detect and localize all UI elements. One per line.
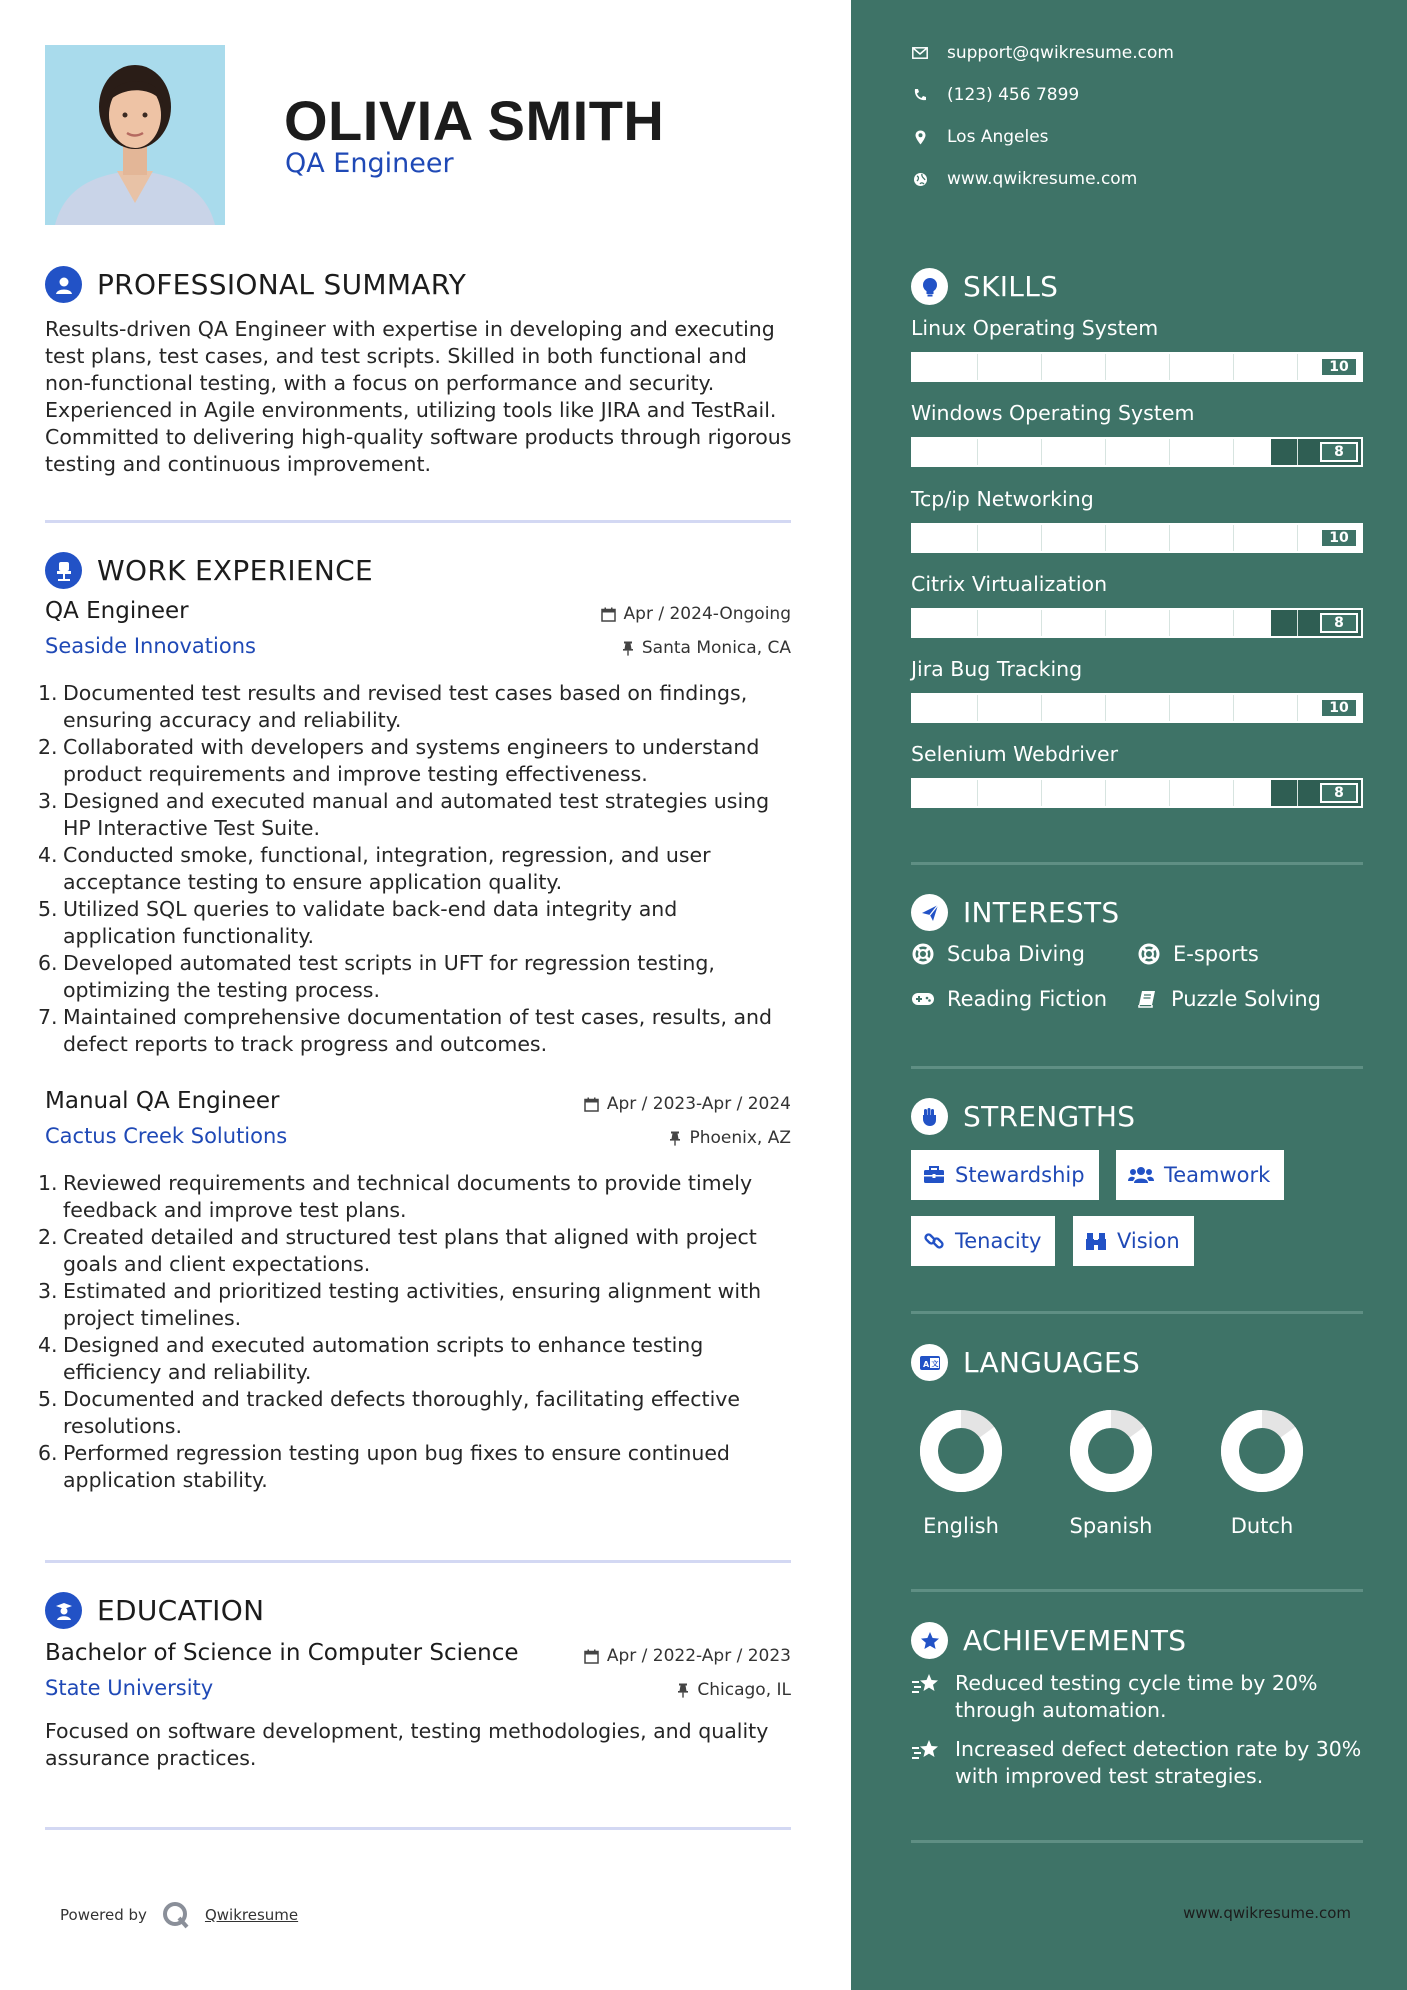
strength-tag: [911, 1150, 1099, 1200]
interests-title: INTERESTS: [963, 896, 1120, 929]
skill-bar-segment: [1041, 525, 1042, 551]
job-date-text: Apr / 2023-Apr / 2024: [606, 1094, 791, 1114]
interest-label: E-sports: [1173, 942, 1259, 966]
divider: [911, 1066, 1363, 1069]
qwikresume-logo-icon: [161, 1900, 191, 1930]
calendar-icon: [601, 607, 616, 622]
skill-name: Selenium Webdriver: [911, 742, 1119, 766]
powered-by-label: Powered by: [60, 1906, 147, 1924]
education-location: [677, 1680, 791, 1700]
education-description: Focused on software development, testing methodologies, and quality assurance practices.: [45, 1719, 769, 1770]
interest-item: [911, 942, 1085, 966]
education-heading: [45, 1592, 264, 1629]
skill-bar-segment: [1041, 780, 1042, 806]
list-item: 6. Developed automated test scripts in UFT for regression testing, optimizing the testing process.: [38, 951, 715, 1002]
gamepad-icon: [911, 991, 935, 1007]
achievements-heading: [911, 1622, 1186, 1659]
skill-bar-segment: [1169, 780, 1170, 806]
skill-bar-segment: [1169, 610, 1170, 636]
job-entry: [38, 598, 791, 1058]
achievement-item: [911, 1736, 1363, 1790]
skill-bar-segment: [1105, 610, 1106, 636]
skill-bar-segment: [1297, 439, 1298, 465]
paper-plane-icon: [911, 894, 948, 931]
skill-bar-segment: [1297, 695, 1298, 721]
skill-bar-segment: [1105, 525, 1106, 551]
education-location-text: Chicago, IL: [697, 1680, 791, 1700]
contact-phone[interactable]: [911, 85, 1079, 105]
education-title: EDUCATION: [97, 1594, 265, 1627]
languages-title: LANGUAGES: [963, 1346, 1141, 1379]
interest-label: Reading Fiction: [947, 987, 1108, 1011]
strengths-heading: [911, 1098, 1135, 1135]
phone-text: (123) 456 7899: [947, 85, 1080, 105]
skill-bar-segment: [977, 695, 978, 721]
calendar-icon: [584, 1649, 599, 1664]
divider: [45, 520, 791, 523]
svg-text:A: A: [922, 1359, 929, 1369]
skill-bar-segment: [977, 525, 978, 551]
skill-bar-segment: [1297, 525, 1298, 551]
list-item: 5. Utilized SQL queries to validate back-end data integrity and application functionality.: [38, 897, 678, 948]
powered-by: [60, 1900, 298, 1930]
list-item: 1. Reviewed requirements and technical documents to provide timely feedback and improve test plans.: [38, 1171, 753, 1222]
skill-level: 8: [1320, 783, 1358, 803]
skill-bar-fill: [913, 439, 1271, 465]
skill-name: Jira Bug Tracking: [911, 657, 1083, 681]
skill-bar-segment: [1041, 610, 1042, 636]
sidebar: [851, 0, 1407, 1990]
list-item: 6. Performed regression testing upon bug fixes to ensure continued application stability.: [38, 1441, 730, 1492]
translate-icon: [911, 1344, 948, 1381]
list-item: 4. Designed and executed automation scripts to enhance testing efficiency and reliability.: [38, 1333, 704, 1384]
job-location-text: Phoenix, AZ: [689, 1128, 791, 1148]
skills-title: SKILLS: [963, 270, 1059, 303]
user-icon: [45, 266, 82, 303]
skill-level: 8: [1320, 442, 1358, 462]
list-item: 7. Maintained comprehensive documentation of test cases, results, and defect reports to track progress and outcomes.: [38, 1005, 773, 1056]
skill-name: Citrix Virtualization: [911, 572, 1108, 596]
svg-text:文: 文: [931, 1359, 938, 1368]
language-ring: [1217, 1406, 1307, 1496]
skill-bar-segment: [1233, 354, 1234, 380]
skill-bar: [911, 437, 1363, 467]
shooting-star-icon: [911, 1672, 941, 1705]
interest-label: Puzzle Solving: [1171, 987, 1321, 1011]
skill-bar: [911, 778, 1363, 808]
job-bullets: [38, 680, 791, 1058]
language-ring: [916, 1406, 1006, 1496]
qwikresume-link[interactable]: Qwikresume: [204, 1906, 299, 1924]
strength-tag: [1116, 1150, 1284, 1200]
divider: [911, 862, 1363, 865]
shooting-star-icon: [911, 1738, 941, 1771]
skill-name: Linux Operating System: [911, 316, 1159, 340]
email-text: support@qwikresume.com: [947, 43, 1174, 63]
skill-name: Tcp/ip Networking: [911, 487, 1094, 511]
skills-heading: [911, 268, 1058, 305]
skill-bar-segment: [1105, 780, 1106, 806]
strengths-title: STRENGTHS: [963, 1100, 1136, 1133]
contact-location: [911, 127, 1049, 147]
skill-bar-segment: [1105, 439, 1106, 465]
binoculars-icon: [1085, 1231, 1107, 1251]
skill-bar-fill: [913, 780, 1271, 806]
pin-icon: [622, 641, 634, 656]
job-location: [622, 638, 791, 658]
list-item: 2. Collaborated with developers and systems engineers to understand product requirements and improve testing effectiveness.: [38, 735, 760, 786]
chair-icon: [45, 552, 82, 589]
skill-bar-segment: [1233, 525, 1234, 551]
envelope-icon: [911, 47, 929, 59]
skill-bar-fill: [913, 354, 1361, 380]
list-item: 1. Documented test results and revised test cases based on findings, ensuring accuracy and reliability.: [38, 681, 748, 732]
profile-photo: [45, 45, 225, 225]
job-location-text: Santa Monica, CA: [641, 638, 791, 658]
strength-tag: [1073, 1216, 1194, 1266]
list-item: 3. Estimated and prioritized testing activities, ensuring alignment with project timelines.: [38, 1279, 762, 1330]
interest-item: [1137, 942, 1259, 966]
languages-heading: [911, 1344, 1140, 1381]
strength-label: Stewardship: [955, 1163, 1085, 1187]
skill-bar-segment: [1297, 354, 1298, 380]
summary-heading: [45, 266, 466, 303]
skill-bar-fill: [913, 525, 1361, 551]
interests-heading: [911, 894, 1120, 931]
skill-bar-segment: [1169, 695, 1170, 721]
list-item: 4. Conducted smoke, functional, integration, regression, and user acceptance testing to ensure application quality.: [38, 843, 711, 894]
job-location: [669, 1128, 791, 1148]
skill-bar-segment: [977, 439, 978, 465]
achievement-text: Reduced testing cycle time by 20% through automation.: [955, 1671, 1318, 1722]
skill-bar-segment: [1297, 780, 1298, 806]
link-icon: [923, 1230, 945, 1252]
star-badge-icon: [911, 1622, 948, 1659]
job-company: Cactus Creek Solutions: [45, 1124, 288, 1148]
skill-name: Windows Operating System: [911, 401, 1195, 425]
skill-bar-segment: [1105, 354, 1106, 380]
skill-bar: [911, 523, 1363, 553]
school-name: State University: [45, 1676, 214, 1700]
website-text: www.qwikresume.com: [947, 169, 1138, 189]
language-ring: [1066, 1406, 1156, 1496]
skill-bar-segment: [1041, 695, 1042, 721]
language-item: [1202, 1406, 1322, 1538]
language-label: Spanish: [1069, 1514, 1153, 1538]
graduate-icon: [45, 1592, 82, 1629]
list-item: 5. Documented and tracked defects thoroughly, facilitating effective resolutions.: [38, 1387, 741, 1438]
skill-bar-segment: [1233, 610, 1234, 636]
job-entry: [38, 1088, 791, 1494]
interest-item: [911, 987, 1107, 1011]
achievement-text: Increased defect detection rate by 30% with improved test strategies.: [955, 1737, 1362, 1788]
job-title: QA Engineer: [45, 598, 189, 624]
candidate-name: OLIVIA SMITH: [284, 89, 665, 152]
skill-level: 10: [1320, 357, 1358, 377]
job-bullets: [38, 1170, 791, 1494]
language-label: Dutch: [1230, 1514, 1294, 1538]
location-text: Los Angeles: [947, 127, 1049, 147]
calendar-icon: [584, 1097, 599, 1112]
summary-title: PROFESSIONAL SUMMARY: [97, 268, 467, 301]
job-company: Seaside Innovations: [45, 634, 256, 658]
book-icon: [1135, 989, 1159, 1009]
skill-bar-segment: [1041, 439, 1042, 465]
degree-title: Bachelor of Science in Computer Science: [45, 1640, 519, 1666]
job-title: Manual QA Engineer: [45, 1088, 280, 1114]
experience-heading: [45, 552, 373, 589]
map-marker-icon: [911, 130, 929, 145]
skill-level: 10: [1320, 528, 1358, 548]
briefcase-icon: [923, 1166, 945, 1184]
skill-bar: [911, 693, 1363, 723]
skill-bar-segment: [1169, 439, 1170, 465]
strength-tag: [911, 1216, 1055, 1266]
skill-bar-segment: [1169, 525, 1170, 551]
interest-item: [1135, 987, 1321, 1011]
footer-website-link[interactable]: www.qwikresume.com: [1183, 1904, 1351, 1922]
skill-bar: [911, 608, 1363, 638]
divider: [911, 1840, 1363, 1843]
contact-website[interactable]: [911, 169, 1137, 189]
divider: [45, 1827, 791, 1830]
skill-bar-segment: [1233, 780, 1234, 806]
job-date: [584, 1094, 791, 1114]
strength-label: Tenacity: [955, 1229, 1042, 1253]
interest-label: Scuba Diving: [947, 942, 1085, 966]
divider: [911, 1589, 1363, 1592]
list-item: 2. Created detailed and structured test plans that aligned with project goals and client expectations.: [38, 1225, 757, 1276]
education-entry: [45, 1640, 791, 1772]
list-item: 3. Designed and executed manual and automated test strategies using HP Interactive Test Suite.: [38, 789, 770, 840]
summary-text: Results-driven QA Engineer with expertise in developing and executing test plans, test cases, and test scripts. Skilled in both functional and non-functional testing, with a focus on performance and security. Experienced in Agile environments, utilizing tools like JIRA and TestRail. Committed to delivering high-quality software products through rigorous testing and continuous improvement.: [45, 317, 792, 476]
job-date: [601, 604, 791, 624]
skill-bar-segment: [977, 610, 978, 636]
divider: [911, 1311, 1363, 1314]
language-label: English: [923, 1514, 999, 1538]
candidate-role: QA Engineer: [285, 148, 454, 179]
lifebuoy-icon: [1137, 943, 1161, 965]
language-item: [1051, 1406, 1171, 1538]
skill-bar: [911, 352, 1363, 382]
skill-bar-segment: [977, 354, 978, 380]
pin-icon: [669, 1131, 681, 1146]
globe-icon: [911, 172, 929, 187]
contact-email[interactable]: [911, 43, 1174, 63]
skill-bar-segment: [1169, 354, 1170, 380]
avatar: [45, 45, 225, 225]
skill-bar-segment: [1233, 695, 1234, 721]
users-icon: [1128, 1166, 1154, 1184]
strength-label: Teamwork: [1164, 1163, 1271, 1187]
skill-level: 10: [1320, 698, 1358, 718]
phone-icon: [911, 88, 929, 102]
lifebuoy-icon: [911, 943, 935, 965]
strength-label: Vision: [1117, 1229, 1180, 1253]
education-date: [584, 1646, 791, 1666]
experience-title: WORK EXPERIENCE: [97, 554, 373, 587]
divider: [45, 1560, 791, 1563]
skill-bar-segment: [1233, 439, 1234, 465]
job-date-text: Apr / 2024-Ongoing: [623, 604, 791, 624]
skill-bar-fill: [913, 610, 1271, 636]
achievements-title: ACHIEVEMENTS: [963, 1624, 1187, 1657]
skill-bar-segment: [977, 780, 978, 806]
skill-bar-fill: [913, 695, 1361, 721]
skill-bar-segment: [1041, 354, 1042, 380]
education-date-text: Apr / 2022-Apr / 2023: [606, 1646, 791, 1666]
fist-icon: [911, 1098, 948, 1135]
achievement-item: [911, 1670, 1363, 1724]
skill-bar-segment: [1297, 610, 1298, 636]
skill-level: 8: [1320, 613, 1358, 633]
skill-bar-segment: [1105, 695, 1106, 721]
language-item: [901, 1406, 1021, 1538]
lightbulb-icon: [911, 268, 948, 305]
pin-icon: [677, 1683, 689, 1698]
